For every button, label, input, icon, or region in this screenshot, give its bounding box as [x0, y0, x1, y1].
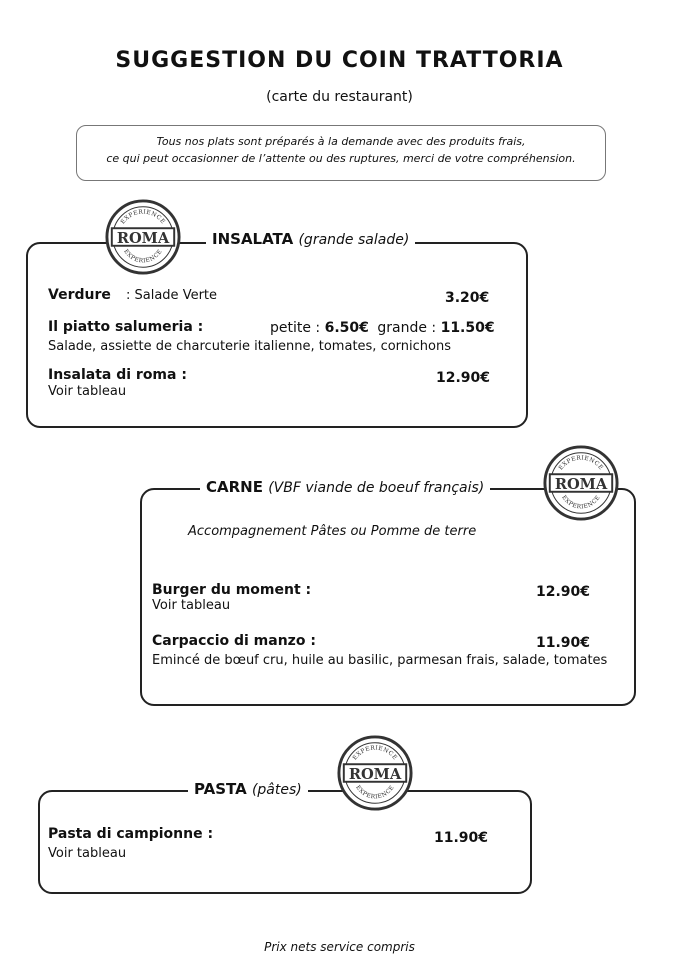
pasta-title	[188, 780, 308, 798]
carne-subtitle: (VBF viande de boeuf français)	[268, 480, 485, 496]
menu-item-desc: Voir tableau	[48, 384, 127, 399]
roma-stamp-pasta	[336, 734, 414, 816]
svg-text:ROMA: ROMA	[348, 765, 402, 783]
roma-stamp-icon	[336, 734, 414, 812]
insalata-title-text: INSALATA	[212, 230, 294, 248]
menu-item-name: Burger du moment :	[152, 582, 312, 598]
menu-item-desc: Voir tableau	[48, 846, 127, 861]
footer-note: Prix nets service compris	[264, 940, 415, 954]
menu-item-name: Pasta di campionne :	[48, 826, 214, 842]
menu-item-price: 11.90€	[434, 830, 489, 846]
page-title: SUGGESTION DU COIN TRATTORIA	[115, 48, 564, 73]
price-large: 11.50€	[440, 320, 495, 336]
menu-item-price: 12.90€	[536, 584, 591, 600]
price-small: 6.50€	[324, 320, 369, 336]
menu-item-price: 3.20€	[445, 290, 490, 306]
svg-text:EXPERIENCE: EXPERIENCE	[120, 209, 166, 226]
carne-intro: Accompagnement Pâtes ou Pomme de terre	[188, 524, 477, 539]
carne-title	[200, 478, 490, 496]
pasta-title-text: PASTA	[194, 780, 247, 798]
menu-item-desc: Salade, assiette de charcuterie italienne, tomates, cornichons	[48, 339, 451, 354]
menu-item-price: 12.90€	[436, 370, 491, 386]
roma-stamp-icon	[104, 198, 182, 276]
menu-item-price: 11.90€	[536, 635, 591, 651]
pasta-subtitle: (pâtes)	[251, 782, 302, 798]
svg-text:EXPERIENCE: EXPERIENCE	[560, 494, 602, 511]
insalata-subtitle: (grande salade)	[298, 232, 410, 248]
svg-text:EXPERIENCE: EXPERIENCE	[558, 455, 604, 472]
svg-text:ROMA: ROMA	[554, 475, 608, 493]
price-small-label: petite :	[270, 320, 321, 336]
notice-line-1: Tous nos plats sont préparés à la demande avec des produits frais,	[156, 135, 526, 148]
carne-title-text: CARNE	[206, 478, 263, 496]
menu-item-price-options	[270, 320, 495, 336]
svg-text:EXPERIENCE: EXPERIENCE	[122, 248, 164, 265]
svg-text:EXPERIENCE: EXPERIENCE	[352, 745, 398, 762]
svg-text:EXPERIENCE: EXPERIENCE	[354, 784, 396, 801]
menu-item-desc: Emincé de bœuf cru, huile au basilic, parmesan frais, salade, tomates	[152, 653, 608, 668]
roma-stamp-icon	[542, 444, 620, 522]
menu-item-name: Il piatto salumeria :	[48, 319, 204, 335]
menu-item-name: Carpaccio di manzo :	[152, 633, 316, 649]
menu-item-desc: Voir tableau	[152, 598, 231, 613]
roma-stamp-insalata	[104, 198, 182, 280]
menu-item-name: Verdure	[48, 287, 111, 303]
menu-item-name: Insalata di roma :	[48, 367, 187, 383]
insalata-title	[206, 230, 415, 248]
menu-item-desc: : Salade Verte	[126, 288, 218, 303]
roma-stamp-carne	[542, 444, 620, 526]
notice-box	[76, 125, 606, 181]
page-subtitle: (carte du restaurant)	[266, 89, 413, 105]
price-large-label: grande :	[377, 320, 437, 336]
notice-line-2: ce qui peut occasionner de l’attente ou des ruptures, merci de votre compréhension.	[106, 152, 576, 165]
svg-text:ROMA: ROMA	[116, 229, 170, 247]
